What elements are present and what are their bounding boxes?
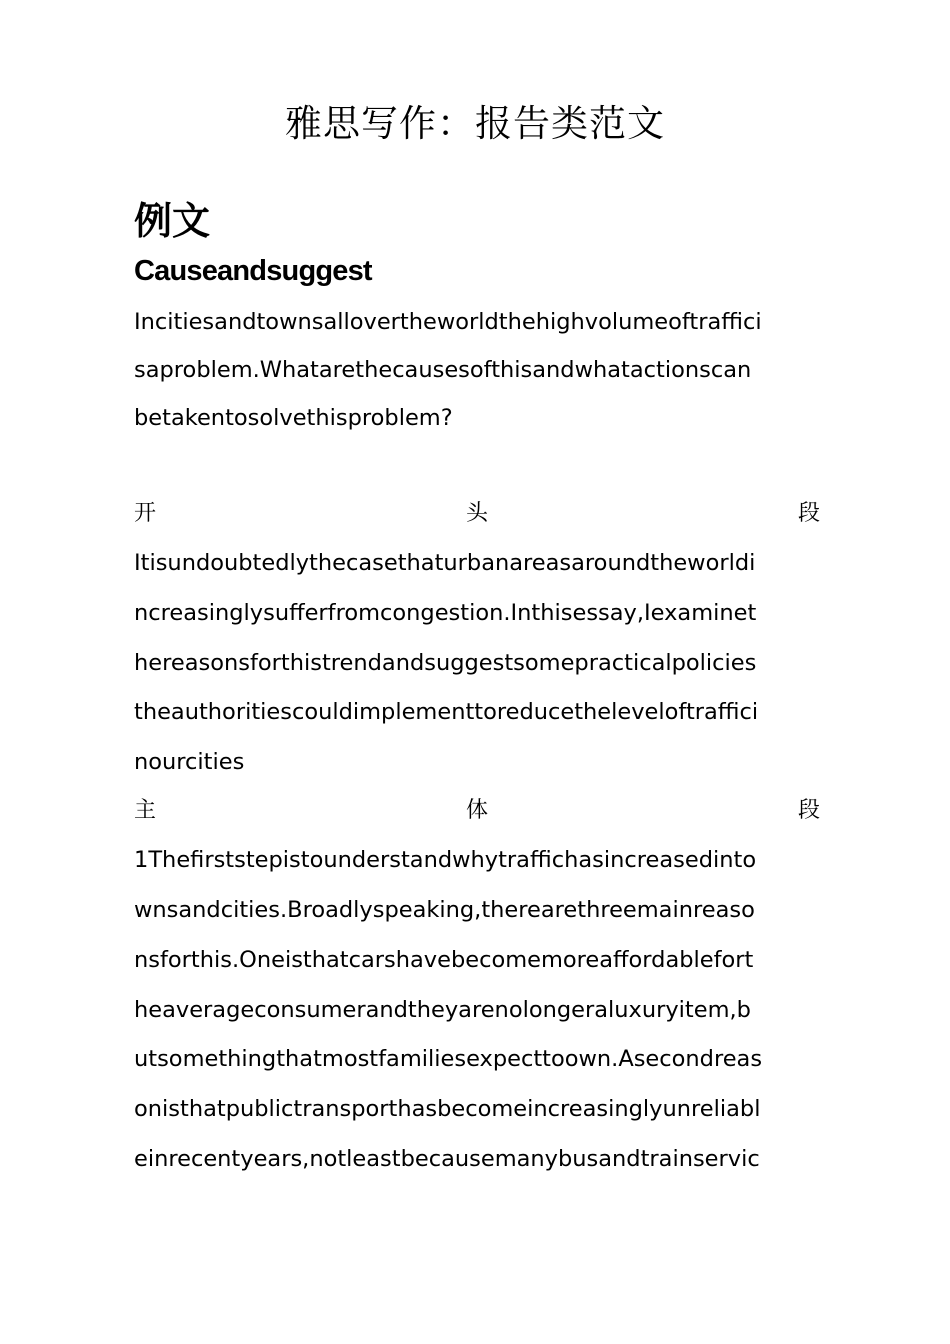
body-paragraph-label — [134, 795, 820, 827]
label-char: 头 — [465, 501, 488, 526]
section-heading: 例文 — [134, 199, 211, 243]
body-line: wnsandcities.Broadlyspeaking,therearethreemainreaso — [134, 897, 755, 923]
label-char: 主 — [134, 798, 157, 823]
opening-line: theauthoritiescouldimplementtoreducetheleveloftraffici — [134, 699, 759, 725]
opening-line: Itisundoubtedlythecasethaturbanareasaroundtheworldi — [134, 550, 756, 576]
prompt-line: saproblem.Whatarethecausesofthisandwhatactionscan — [134, 357, 752, 383]
prompt-line: betakentosolvethisproblem? — [134, 405, 453, 431]
opening-line: hereasonsforthistrendandsuggestsomepracticalpolicies — [134, 650, 757, 676]
essay-type-heading: Causeandsuggest — [134, 255, 372, 287]
body-line: heaverageconsumerandtheyarenolongeraluxuryitem,b — [134, 997, 751, 1023]
label-char: 开 — [134, 501, 157, 526]
body-line: einrecentyears,notleastbecausemanybusandtrainservic — [134, 1146, 760, 1172]
body-line: utsomethingthatmostfamiliesexpecttoown.Asecondreas — [134, 1046, 763, 1072]
body-line: 1Thefirststepistounderstandwhytraffichasincreasedinto — [134, 847, 757, 873]
label-char: 段 — [797, 501, 820, 526]
opening-line: nourcities — [134, 749, 245, 775]
body-line: onisthatpublictransporthasbecomeincreasinglyunreliabl — [134, 1096, 761, 1122]
body-line: nsforthis.Oneisthatcarshavebecomemoreaffordablefort — [134, 947, 754, 973]
prompt-line: Incitiesandtownsallovertheworldthehighvolumeoftraffici — [134, 309, 762, 335]
document-title: 雅思写作：报告类范文 — [285, 102, 665, 145]
label-char: 体 — [465, 798, 488, 823]
opening-line: ncreasinglysufferfromcongestion.Inthisessay,Iexaminet — [134, 600, 757, 626]
opening-paragraph-label — [134, 498, 820, 530]
label-char: 段 — [797, 798, 820, 823]
